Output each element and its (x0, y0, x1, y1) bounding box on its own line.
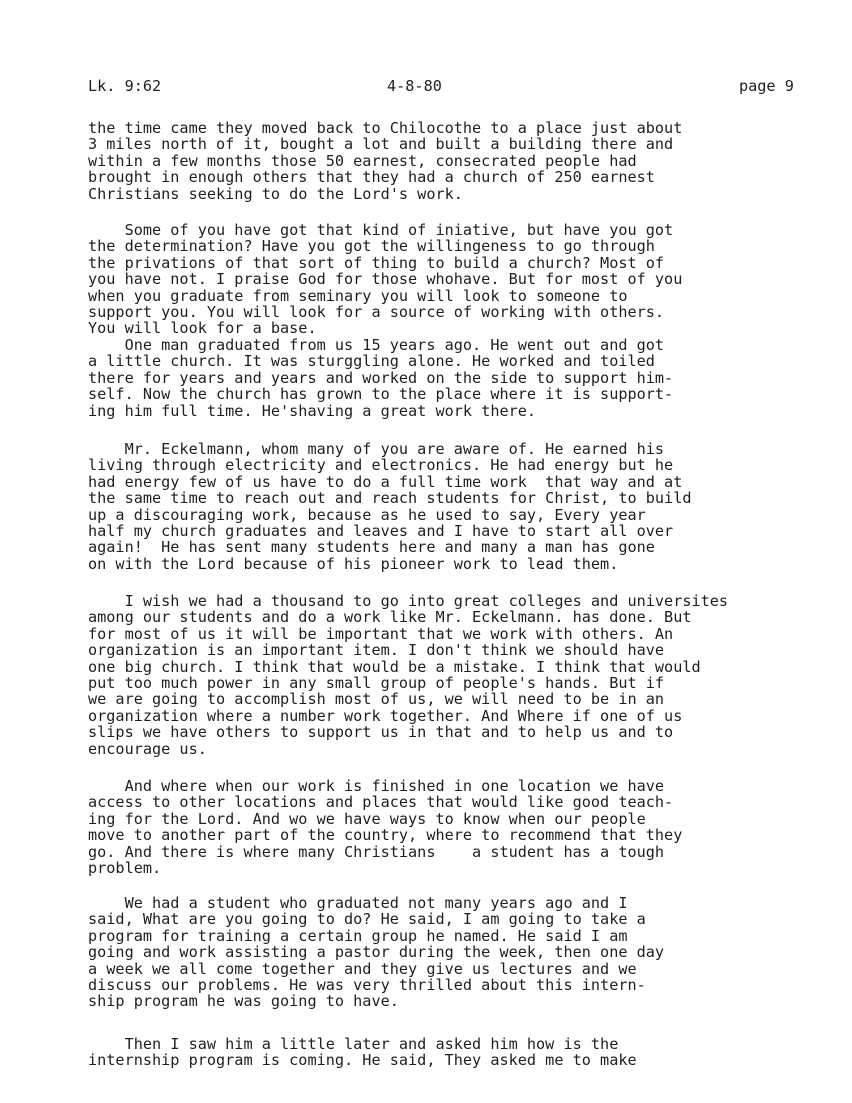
paragraph-8 (88, 1036, 828, 1069)
paragraph-4 (88, 441, 828, 572)
text-line: the privations of that sort of thing to build a church? Most of (88, 253, 665, 272)
text-line: support you. You will look for a source of working with others. (88, 302, 665, 321)
text-line: again! He has sent many students here and many a man has gone (88, 538, 655, 557)
page-number: page 9 (739, 77, 794, 95)
text-line: one big church. I think that would be a mistake. I think that would (88, 657, 701, 676)
text-line: had energy few of us have to do a full time work that way and at (88, 472, 683, 491)
text-line: go. And there is where many Christians a student has a tough (88, 842, 665, 861)
text-line: you have not. I praise God for those whohave. But for most of you (88, 270, 683, 289)
text-line: Christians seeking to do the Lord's work. (88, 184, 463, 203)
text-line: there for years and years and worked on the side to support him- (88, 368, 674, 387)
text-line: when you graduate from seminary you will look to someone to (88, 286, 628, 305)
text-line: organization is an important item. I don't think we should have (88, 641, 665, 660)
paragraph-2 (88, 222, 828, 337)
text-line: discuss our problems. He was very thrilled about this intern- (88, 975, 646, 994)
text-line: One man graduated from us 15 years ago. He went out and got (88, 336, 665, 354)
text-line: up a discouraging work, because as he used to say, Every year (88, 505, 646, 524)
text-line strike: a little church. It was sturggling alone. He worked and toiled (88, 352, 655, 371)
text-line: ing him full time. He'shaving a great work there. (88, 401, 537, 420)
text-line: put too much power in any small group of people's hands. But if (88, 673, 665, 692)
text-line: Mr. Eckelmann, whom many of you are aware of. He earned his (88, 440, 665, 458)
text-line: ship program he was going to have. (88, 992, 399, 1011)
paragraph-6 (88, 778, 828, 876)
text-line: said, What are you going to do? He said, I am going to take a (88, 910, 646, 929)
text-line: the determination? Have you got the willingeness to go through (88, 237, 655, 256)
text-line: among our students and do a work like Mr. Eckelmann. has done. But (88, 608, 692, 627)
date: 4-8-80 (387, 77, 442, 95)
text-line: program for training a certain group he named. He said I am (88, 926, 628, 945)
text-line: internship program is coming. He said, They asked me to make (88, 1051, 637, 1070)
paragraph-3 (88, 337, 828, 419)
text-line: access to other locations and places that would like good teach- (88, 793, 674, 812)
text-line: living through electricity and electronics. He had energy but he (88, 456, 674, 475)
text-line: Then I saw him a little later and asked him how is the (88, 1035, 619, 1053)
paragraph-5 (88, 593, 828, 757)
text-line: slips we have others to support us in that and to help us and to (88, 723, 674, 742)
text-line: brought in enough others that they had a church of 250 earnest (88, 168, 655, 187)
text-line: I wish we had a thousand to go into great colleges and universites (88, 592, 729, 610)
text-line: self. Now the church has grown to the place where it is support- (88, 385, 674, 404)
text-line: problem. (88, 858, 162, 877)
text-line: going and work assisting a pastor during the week, then one day (88, 943, 665, 962)
text-line: We had a student who graduated not many years ago and I (88, 894, 628, 912)
text-line: ing for the Lord. And wo we have ways to know when our people (88, 809, 646, 828)
text-line: the same time to reach out and reach students for Christ, to build (88, 489, 692, 508)
text-line: we are going to accomplish most of us, we will need to be in an (88, 690, 665, 709)
text-line: You will look for a base. (88, 319, 317, 338)
text-line: the time came they moved back to Chilocothe to a place just about (88, 119, 683, 137)
text-line: for most of us it will be important that we work with others. An (88, 624, 674, 643)
text-line: on with the Lord because of his pioneer work to lead them. (88, 554, 619, 573)
text-line: encourage us. (88, 739, 207, 758)
text-line: half my church graduates and leaves and I have to start all over (88, 521, 674, 540)
text-line: Some of you have got that kind of iniative, but have you got (88, 221, 674, 239)
paragraph-1 (88, 120, 828, 202)
paragraph-7 (88, 895, 828, 1010)
text-line: a week we all come together and they give us lectures and we (88, 959, 637, 978)
text-line: within a few months those 50 earnest, consecrated people had (88, 151, 637, 170)
text-line: And where when our work is finished in one location we have (88, 777, 665, 795)
scripture-reference: Lk. 9:62 (88, 77, 162, 95)
text-line: 3 miles north of it, bought a lot and built a building there and (88, 135, 674, 154)
text-line: move to another part of the country, where to recommend that they (88, 826, 683, 845)
text-line: organization where a number work together. And Where if one of us (88, 706, 683, 725)
